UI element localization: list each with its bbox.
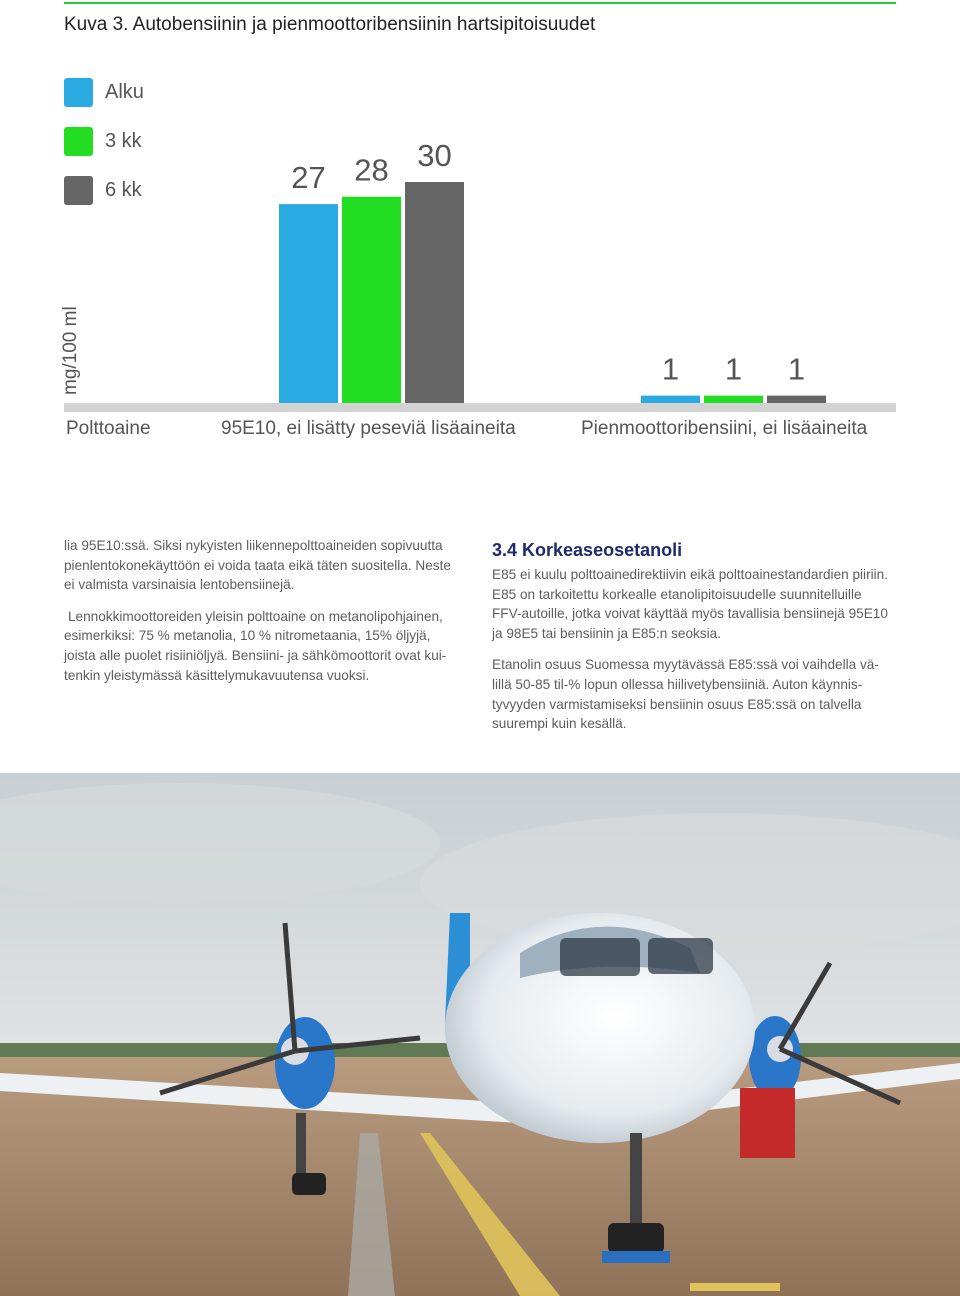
bar-2-3kk	[704, 396, 763, 403]
category-label-95e10: 95E10, ei lisätty peseviä lisäaineita	[221, 418, 516, 439]
data-label-1-6kk: 30	[417, 138, 452, 173]
right-column	[492, 538, 892, 746]
data-label-1-3kk: 28	[354, 152, 389, 188]
legend-label-alku: Alku	[105, 81, 144, 103]
paragraph-intro: lia 95E10:ssä. Siksi nykyisten liikennepolttoaineiden sopivuutta pienlentokonekäyttöön ei voida taata eikä täten suositella. Neste ei valmista varsinaisia lentobensiinejä.	[64, 538, 451, 593]
section-title: 3.4 Korkeaseosetanoli	[492, 540, 683, 560]
bar-1-alku	[279, 204, 338, 403]
paragraph-lennokki: Lennokkimoottoreiden yleisin polttoaine on metanolipohjainen, esimerkiksi: 75 % metanolia, 10 % nitrometaania, 15% öljyjä, joista alle puolet risiiniöljyä. Bensiini- ja sähkömoottorit ovat kuitenkin yleistymässä käsittelymukavuutensa vuoksi.	[64, 608, 447, 683]
data-label-2-6kk: 1	[787, 351, 806, 387]
bar-chart	[0, 0, 960, 460]
bar-2-alku	[641, 396, 700, 403]
data-label-2-3kk: 1	[724, 351, 743, 387]
paragraph-e85: E85 ei kuulu polttoainedirektiivin eikä polttoainestandardien piiriin. E85 on tarkoitettu korkealle etanolipitoisuudelle suunnitelluille FFV-autoille, jotka voivat käyttää myös tavallisia bensiinejä 95E10 ja 98E5 tai bensiinin ja E85:n seoksia.	[492, 567, 888, 641]
paragraph-ethanol-share: Etanolin osuus Suomessa myytävässä E85:ssä voi vaihdella välillä 50-85 til-% lopun ollessa hiilivetybensiiniä. Auton käynnistyvyyden varmistamiseksi bensiinin osuus E85:ssä on talvella suurempi kuin kesällä.	[492, 657, 879, 732]
y-axis-label: mg/100 ml	[60, 306, 81, 395]
airplane-photo	[0, 773, 960, 1296]
data-label-1-alku: 27	[291, 160, 326, 196]
category-label-pienmoottoribensiini: Pienmoottoribensiini, ei lisäaineita	[581, 418, 868, 439]
legend-label-3kk: 3 kk	[105, 130, 142, 152]
bar-1-6kk	[405, 182, 464, 403]
x-axis-baseline	[64, 403, 896, 412]
bar-1-3kk	[342, 197, 401, 403]
figure-title: Kuva 3. Autobensiinin ja pienmoottoribensiinin hartsipitoisuudet	[64, 14, 596, 35]
bar-2-6kk	[767, 396, 826, 403]
data-label-2-alku: 1	[661, 351, 680, 387]
left-column	[64, 536, 464, 697]
x-axis-label: Polttoaine	[66, 418, 151, 439]
legend-label-6kk: 6 kk	[105, 179, 142, 201]
